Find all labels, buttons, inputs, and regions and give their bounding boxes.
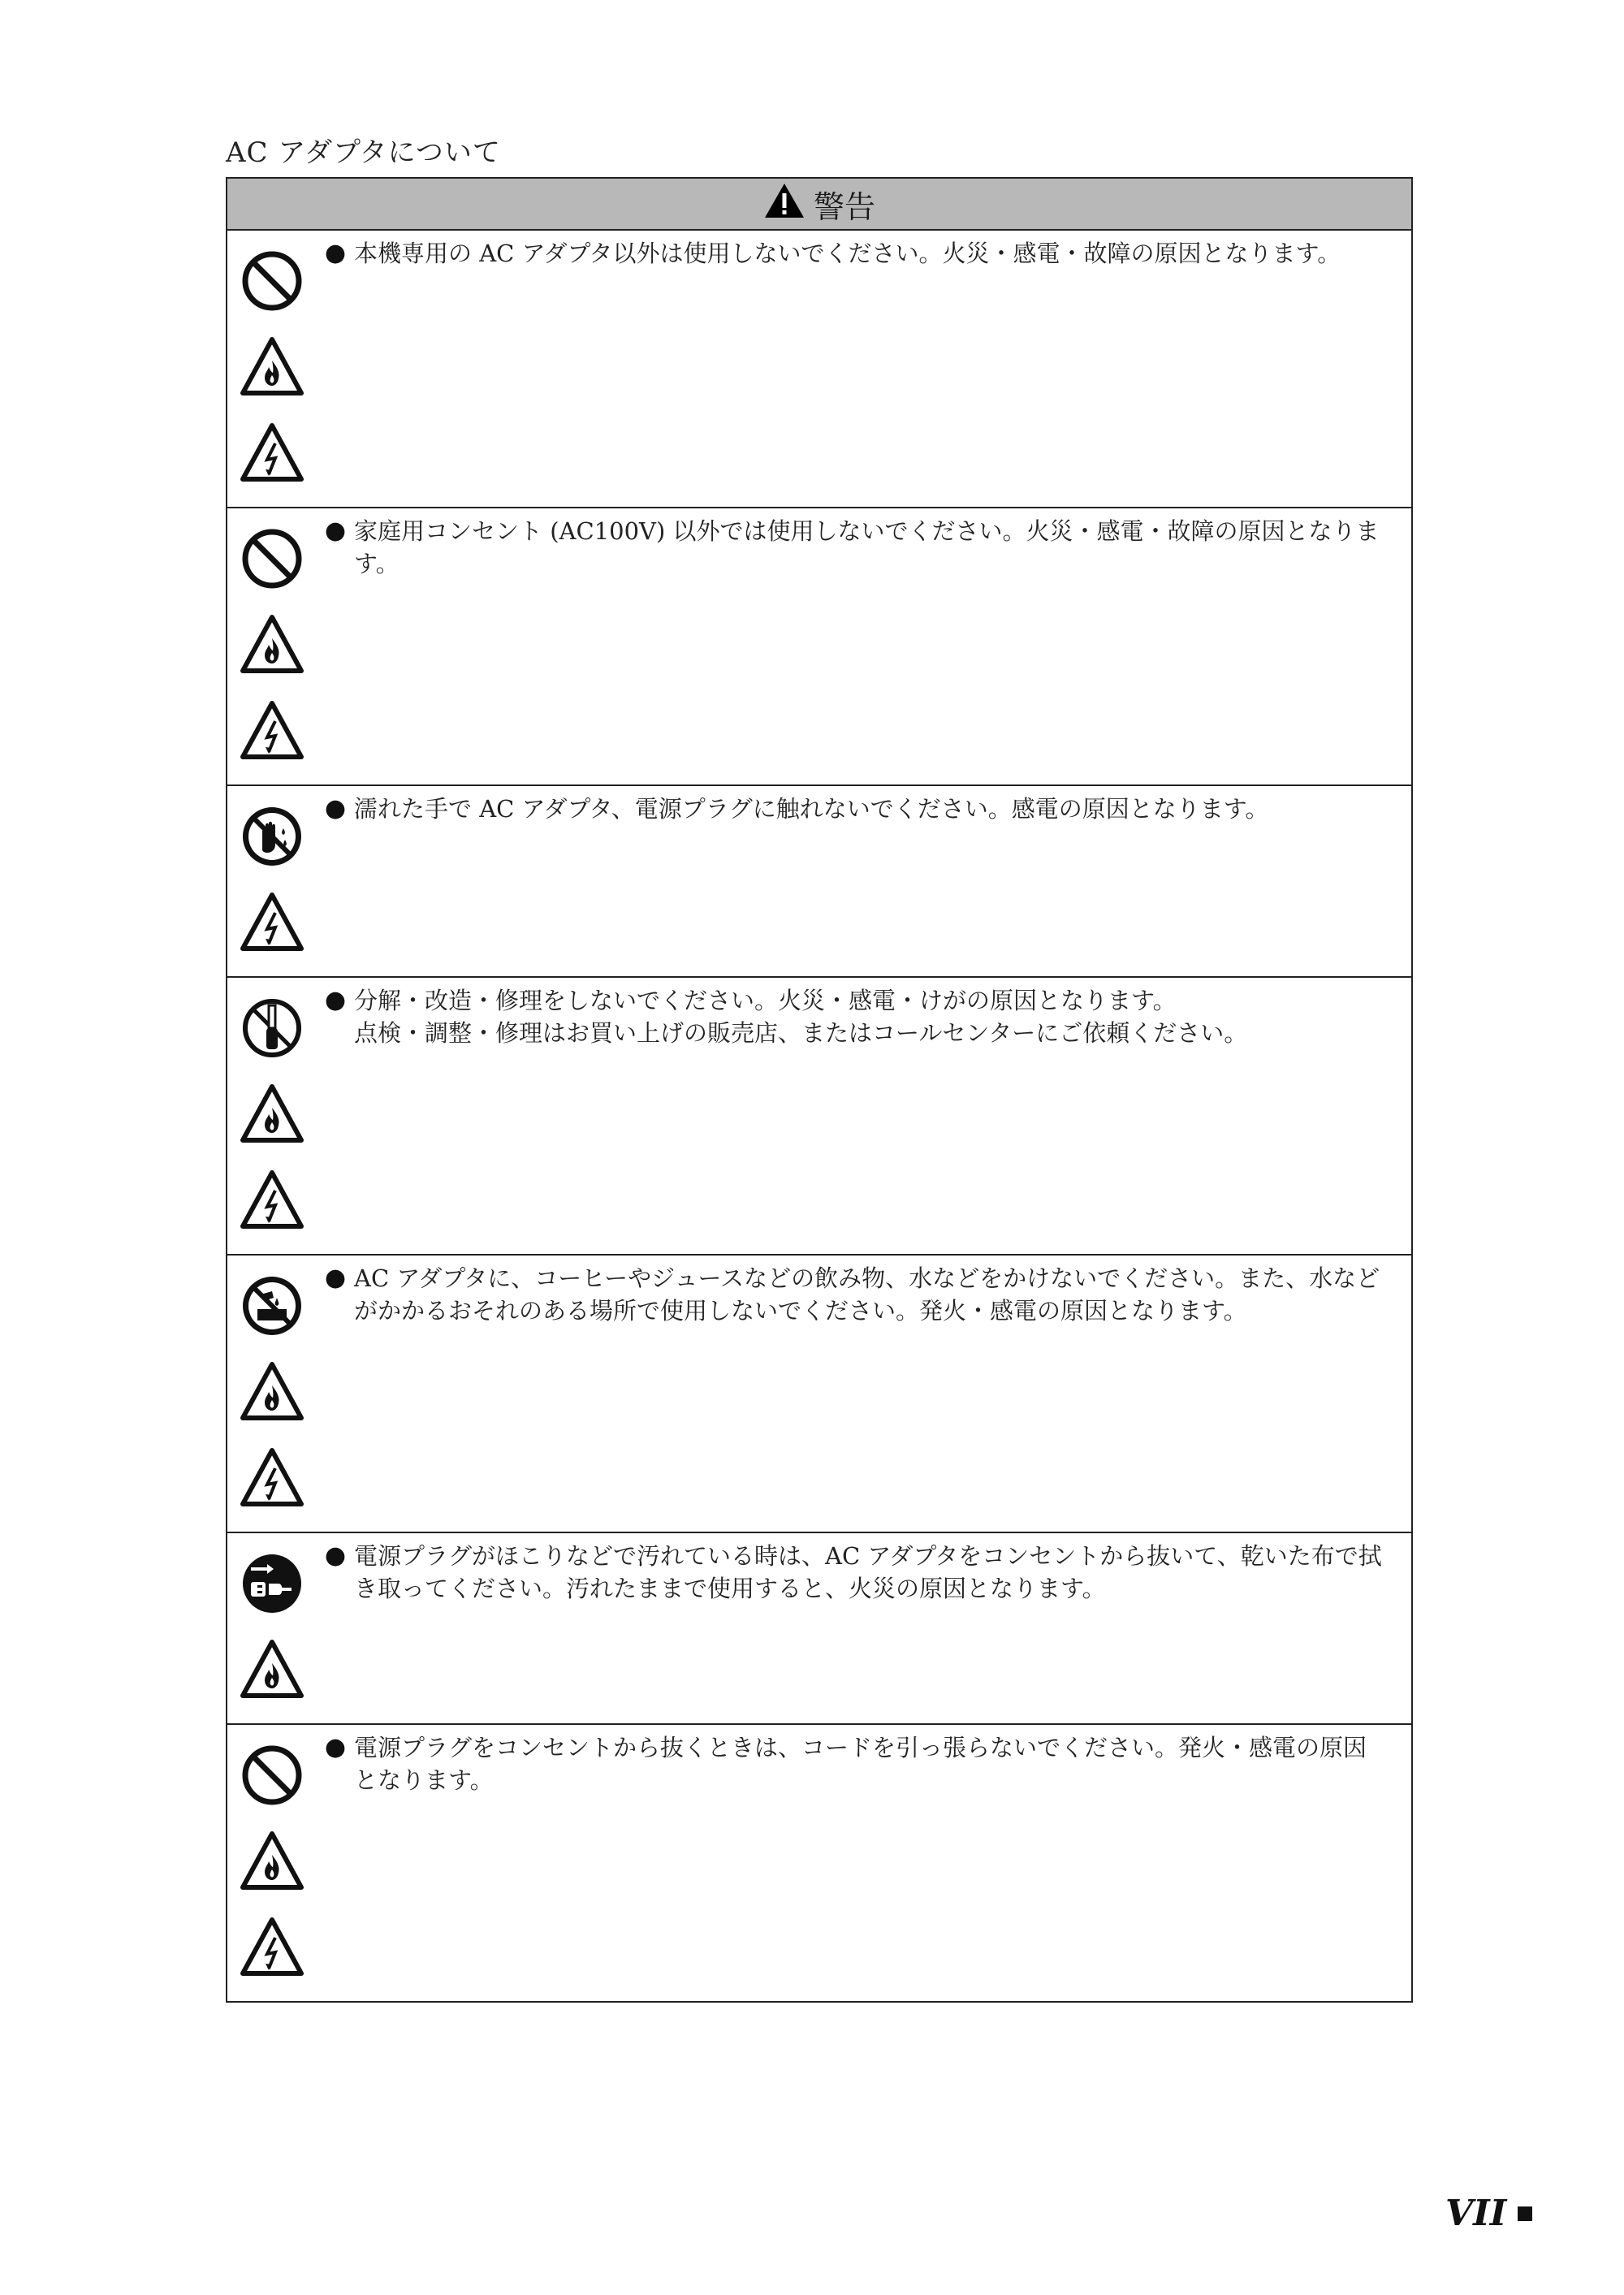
prohibition-icon: [240, 1743, 304, 1808]
warning-row: [227, 785, 1412, 977]
electric-shock-icon: [240, 1915, 304, 1980]
warning-row: [227, 1255, 1412, 1532]
bullet: ●: [324, 1541, 347, 1570]
warning-text-line: 電源プラグがほこりなどで汚れている時は、AC アダプタをコンセントから抜いて、乾いた布で拭: [354, 1542, 1382, 1570]
prohibition-icon: [240, 526, 304, 591]
warning-icons: [227, 1533, 317, 1723]
warning-text-line: 電源プラグをコンセントから抜くときは、コードを引っ張らないでください。発火・感電の原因: [354, 1734, 1367, 1761]
warning-header: [227, 178, 1412, 230]
warning-text: [354, 237, 1341, 270]
warning-row-cell: [227, 1724, 1412, 2002]
electric-shock-icon: [240, 698, 304, 763]
fire-hazard-icon: [240, 612, 304, 677]
no-liquid-icon: [240, 1273, 304, 1338]
bullet: ●: [324, 1264, 347, 1292]
warning-row-cell: [227, 508, 1412, 785]
page-number: VII: [1445, 2193, 1532, 2234]
section-title: AC アダプタについて: [226, 136, 501, 169]
warning-text-line: 分解・改造・修理をしないでください。火災・感電・けがの原因となります。: [354, 987, 1177, 1014]
electric-shock-icon: [240, 421, 304, 486]
warning-text-line: がかかるおそれのある場所で使用しないでください。発火・感電の原因となります。: [354, 1297, 1247, 1325]
warning-icons: [227, 231, 317, 507]
no-wet-hands-icon: [240, 804, 304, 869]
bullet: ●: [324, 794, 347, 823]
bullet: ●: [324, 516, 347, 545]
warning-text-line: 本機専用の AC アダプタ以外は使用しないでください。火災・感電・故障の原因となります。: [354, 240, 1341, 267]
bullet: ●: [324, 239, 347, 267]
fire-hazard-icon: [240, 335, 304, 400]
warning-row-cell: [227, 230, 1412, 508]
bullet: ●: [324, 986, 347, 1014]
warning-icons: [227, 978, 317, 1254]
warning-icons: [227, 508, 317, 784]
warning-row-cell: [227, 977, 1412, 1255]
electric-shock-icon: [240, 1446, 304, 1511]
warning-text: [354, 1262, 1380, 1327]
fire-hazard-icon: [240, 1637, 304, 1702]
warning-row: [227, 230, 1412, 508]
warning-row-cell: [227, 1255, 1412, 1532]
warning-text-line: AC アダプタに、コーヒーやジュースなどの飲み物、水などをかけないでください。また、水など: [354, 1264, 1380, 1292]
warning-row: [227, 508, 1412, 785]
unplug-icon: [240, 1551, 304, 1616]
warning-text-line: となります。: [354, 1766, 494, 1794]
warning-text: [354, 515, 1402, 580]
warning-text: [354, 1731, 1367, 1796]
warning-label: 警告: [813, 188, 875, 225]
warning-text: [354, 984, 1247, 1049]
bullet: ●: [324, 1733, 347, 1761]
electric-shock-icon: [240, 890, 304, 955]
warning-text: [354, 793, 1268, 825]
electric-shock-icon: [240, 1168, 304, 1233]
no-disassembly-icon: [240, 996, 304, 1061]
warning-table: [226, 177, 1413, 2003]
warning-text-line: 点検・調整・修理はお買い上げの販売店、またはコールセンターにご依頼ください。: [354, 1019, 1248, 1047]
fire-hazard-icon: [240, 1082, 304, 1147]
warning-text: [354, 1540, 1382, 1605]
prohibition-icon: [240, 249, 304, 313]
warning-text-line: 家庭用コンセント (AC100V) 以外では使用しないでください。火災・感電・故障の原因となります。: [354, 517, 1380, 577]
warning-icons: [227, 786, 317, 976]
warning-icons: [227, 1256, 317, 1532]
fire-hazard-icon: [240, 1359, 304, 1424]
warning-text-line: 濡れた手で AC アダプタ、電源プラグに触れないでください。感電の原因となります。: [354, 795, 1269, 823]
warning-text-line: き取ってください。汚れたままで使用すると、火災の原因となります。: [354, 1575, 1106, 1602]
warning-icons: [227, 1725, 317, 2001]
warning-row: [227, 1532, 1412, 1724]
warning-row: [227, 1724, 1412, 2002]
warning-triangle-icon: [763, 182, 806, 227]
fire-hazard-icon: [240, 1829, 304, 1894]
page-marker-square: [1518, 2206, 1532, 2221]
warning-row: [227, 977, 1412, 1255]
warning-row-cell: [227, 1532, 1412, 1724]
warning-row-cell: [227, 785, 1412, 977]
